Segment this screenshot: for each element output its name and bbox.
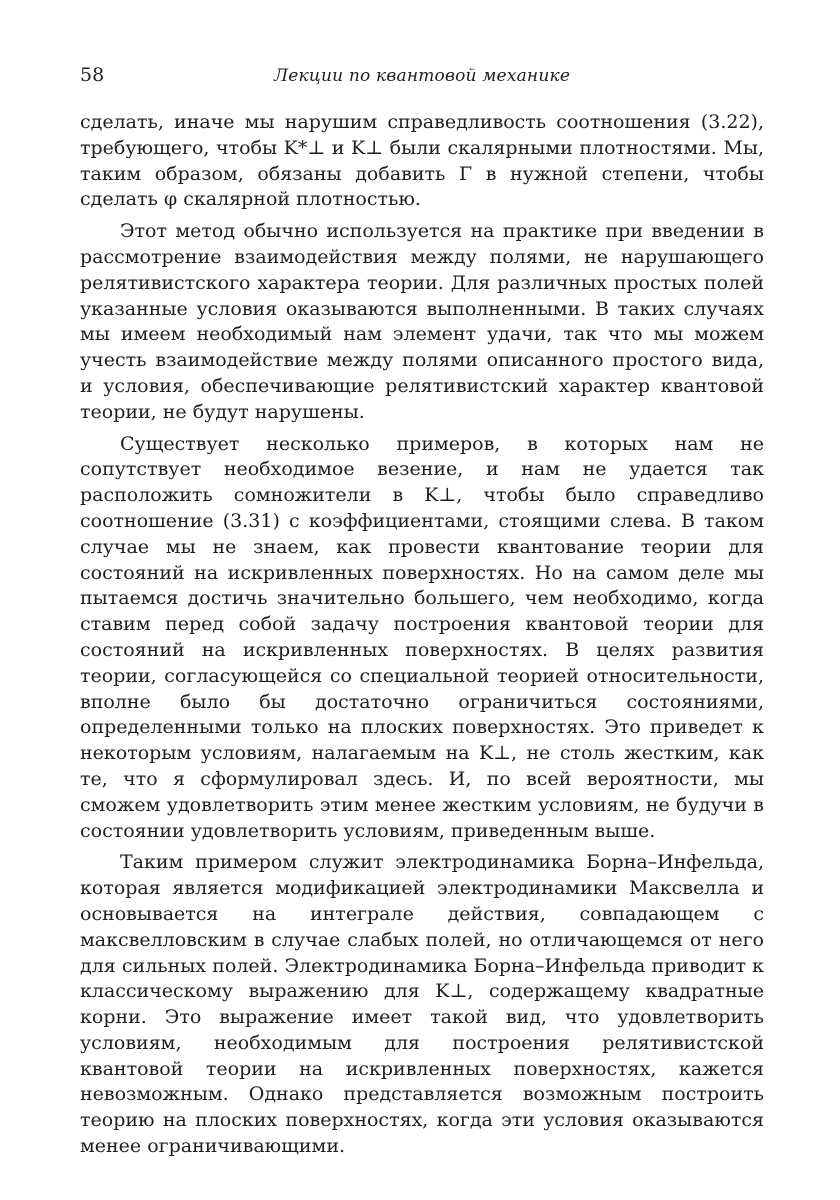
body-text — [80, 110, 764, 1160]
running-title: Лекции по квантовой механике — [273, 66, 571, 86]
paragraph-continued: сделать, иначе мы нарушим справедливость соотношения (3.22), требующего, чтобы K*⊥ и K⊥ были скалярными плотностями. Мы, таким образом, обязаны добавить Γ в нужной степени, чтобы сделать φ скалярной плотностью. — [80, 111, 764, 211]
running-head — [80, 58, 764, 98]
page-number: 58 — [80, 64, 105, 86]
paragraph-born-infeld: Таким примером служит электродинамика Борна–Инфельда, которая является модификацией электродинамики Максвелла и основывается на интеграле действия, совпадающем с максвелловским в случае слабых полей, но отличающемся от него для сильных полей. Электродинамика Борна–Инфельда приводит к классическому выражению для K⊥, содержащему квадратные корни. Это выражение имеет такой вид, что удовлетворить условиям, необходимым для построения релятивистской квантовой теории на искривленных поверхностях, кажется невозможным. Однако представляется возможным построить теорию на плоских поверхностях, когда эти условия оказываются менее ограничивающими. — [80, 851, 764, 1158]
book-page — [80, 58, 764, 1166]
paragraph-examples: Существует несколько примеров, в которых нам не сопутствует необходимое везение, и нам не удается так расположить сомножители в K⊥, чтобы было справедливо соотношение (3.31) с коэффициентами, стоящими слева. В таком случае мы не знаем, как провести квантование теории для состояний на искривленных поверхностях. Но на самом деле мы пытаемся достичь значительно большего, чем необходимо, когда ставим перед собой задачу построения квантовой теории для состояний на искривленных поверхностях. В целях развития теории, согласующейся со специальной теорией относительности, вполне было бы достаточно ограничиться состояниями, определенными только на плоских поверхностях. Это приведет к некоторым условиям, налагаемым на K⊥, не столь жестким, как те, что я сформулировал здесь. И, по всей вероятности, мы сможем удовлетворить этим менее жестким условиям, не будучи в состоянии удовлетворить условиям, приведенным выше. — [80, 432, 764, 842]
paragraph-method: Этот метод обычно используется на практике при введении в рассмотрение взаимодействия между полями, не нарушающего релятивистского характера теории. Для различных простых полей указанные условия оказываются выполненными. В таких случаях мы имеем необходимый нам элемент удачи, так что мы можем учесть взаимодействие между полями описанного простого вида, и условия, обеспечивающие релятивистский характер квантовой теории, не будут нарушены. — [80, 220, 764, 423]
